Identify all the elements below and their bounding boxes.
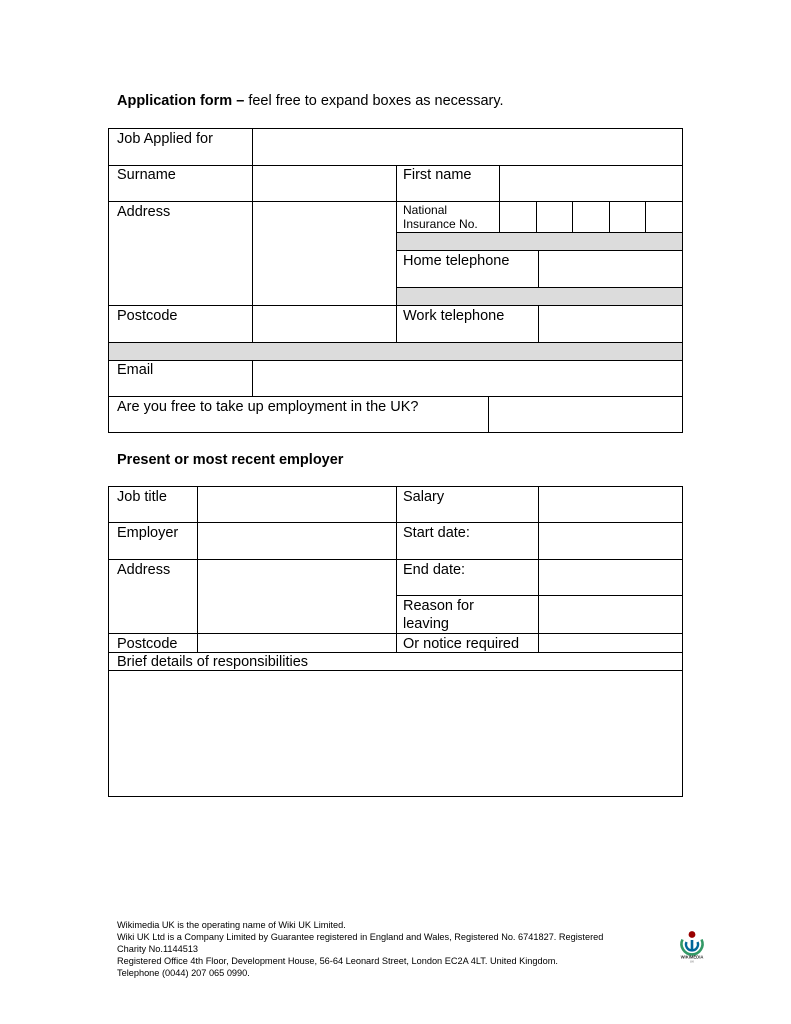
employer-section-title: Present or most recent employer bbox=[117, 452, 344, 468]
footer-line: Telephone (0044) 207 065 0990. bbox=[117, 968, 250, 978]
job-title-label: Job title bbox=[117, 489, 167, 505]
address-label: Address bbox=[117, 204, 171, 220]
responsibilities-field[interactable] bbox=[109, 671, 682, 796]
reason-label-line1: Reason for bbox=[403, 598, 474, 614]
home-telephone-field[interactable] bbox=[539, 251, 682, 287]
surname-label: Surname bbox=[117, 167, 176, 183]
email-field[interactable] bbox=[253, 361, 682, 396]
footer bbox=[117, 919, 677, 979]
ni-number-box[interactable] bbox=[610, 202, 645, 232]
postcode-field[interactable] bbox=[253, 306, 396, 342]
employer-address-label: Address bbox=[117, 562, 171, 578]
grey-band bbox=[109, 342, 682, 360]
grey-band bbox=[396, 232, 682, 250]
employer-postcode-label: Postcode bbox=[117, 636, 178, 652]
reason-label-line2: leaving bbox=[403, 616, 449, 632]
email-label: Email bbox=[117, 362, 154, 378]
job-applied-for-field[interactable] bbox=[253, 129, 682, 165]
responsibilities-label: Brief details of responsibilities bbox=[117, 654, 309, 670]
salary-label: Salary bbox=[403, 489, 445, 505]
employer-label: Employer bbox=[117, 525, 179, 541]
wikimedia-logo bbox=[677, 930, 707, 964]
footer-line: Wiki UK Ltd is a Company Limited by Guarantee registered in England and Wales, Registered No. 6741827. Registered bbox=[117, 932, 604, 942]
start-date-field[interactable] bbox=[539, 523, 682, 559]
notice-required-field[interactable] bbox=[539, 634, 682, 652]
wikimedia-logo-icon bbox=[677, 930, 707, 964]
first-name-label: First name bbox=[403, 167, 472, 183]
ni-number-box[interactable] bbox=[500, 202, 536, 232]
ni-number-box[interactable] bbox=[537, 202, 572, 232]
start-date-label: Start date: bbox=[403, 525, 470, 541]
first-name-field[interactable] bbox=[500, 166, 682, 201]
employer-address-field[interactable] bbox=[198, 560, 396, 633]
form-heading bbox=[117, 93, 504, 109]
free-to-work-label: Are you free to take up employment in the UK? bbox=[117, 399, 419, 415]
notice-required-label: Or notice required bbox=[403, 636, 520, 652]
ni-label-line2: Insurance No. bbox=[403, 217, 478, 231]
footer-line: Registered Office 4th Floor, Development House, 56-64 Leonard Street, London EC2A 4LT. United Kingdom. bbox=[117, 956, 558, 966]
job-title-field[interactable] bbox=[198, 487, 396, 522]
form-heading-rest: feel free to expand boxes as necessary. bbox=[244, 93, 504, 109]
work-telephone-field[interactable] bbox=[539, 306, 682, 342]
postcode-label: Postcode bbox=[117, 308, 178, 324]
reason-for-leaving-field[interactable] bbox=[539, 596, 682, 633]
ni-label-line1: National bbox=[403, 203, 448, 217]
footer-line: Wikimedia UK is the operating name of Wiki UK Limited. bbox=[117, 920, 346, 930]
free-to-work-field[interactable] bbox=[489, 397, 682, 432]
employer-postcode-field[interactable] bbox=[198, 634, 396, 652]
surname-field[interactable] bbox=[253, 166, 396, 201]
ni-number-box[interactable] bbox=[573, 202, 609, 232]
form-heading-bold: Application form – bbox=[117, 93, 245, 109]
salary-field[interactable] bbox=[539, 487, 682, 522]
ni-number-box[interactable] bbox=[646, 202, 682, 232]
logo-text: WIKIMEDIA bbox=[680, 954, 704, 960]
address-field[interactable] bbox=[253, 202, 396, 305]
work-telephone-label: Work telephone bbox=[403, 308, 505, 324]
footer-line: Charity No.1144513 bbox=[117, 944, 199, 954]
job-applied-for-label: Job Applied for bbox=[117, 131, 213, 147]
home-telephone-label: Home telephone bbox=[403, 253, 510, 269]
end-date-field[interactable] bbox=[539, 560, 682, 595]
end-date-label: End date: bbox=[403, 562, 466, 578]
grey-band bbox=[396, 287, 682, 305]
employer-field[interactable] bbox=[198, 523, 396, 559]
logo-subtext: UK bbox=[689, 959, 695, 964]
